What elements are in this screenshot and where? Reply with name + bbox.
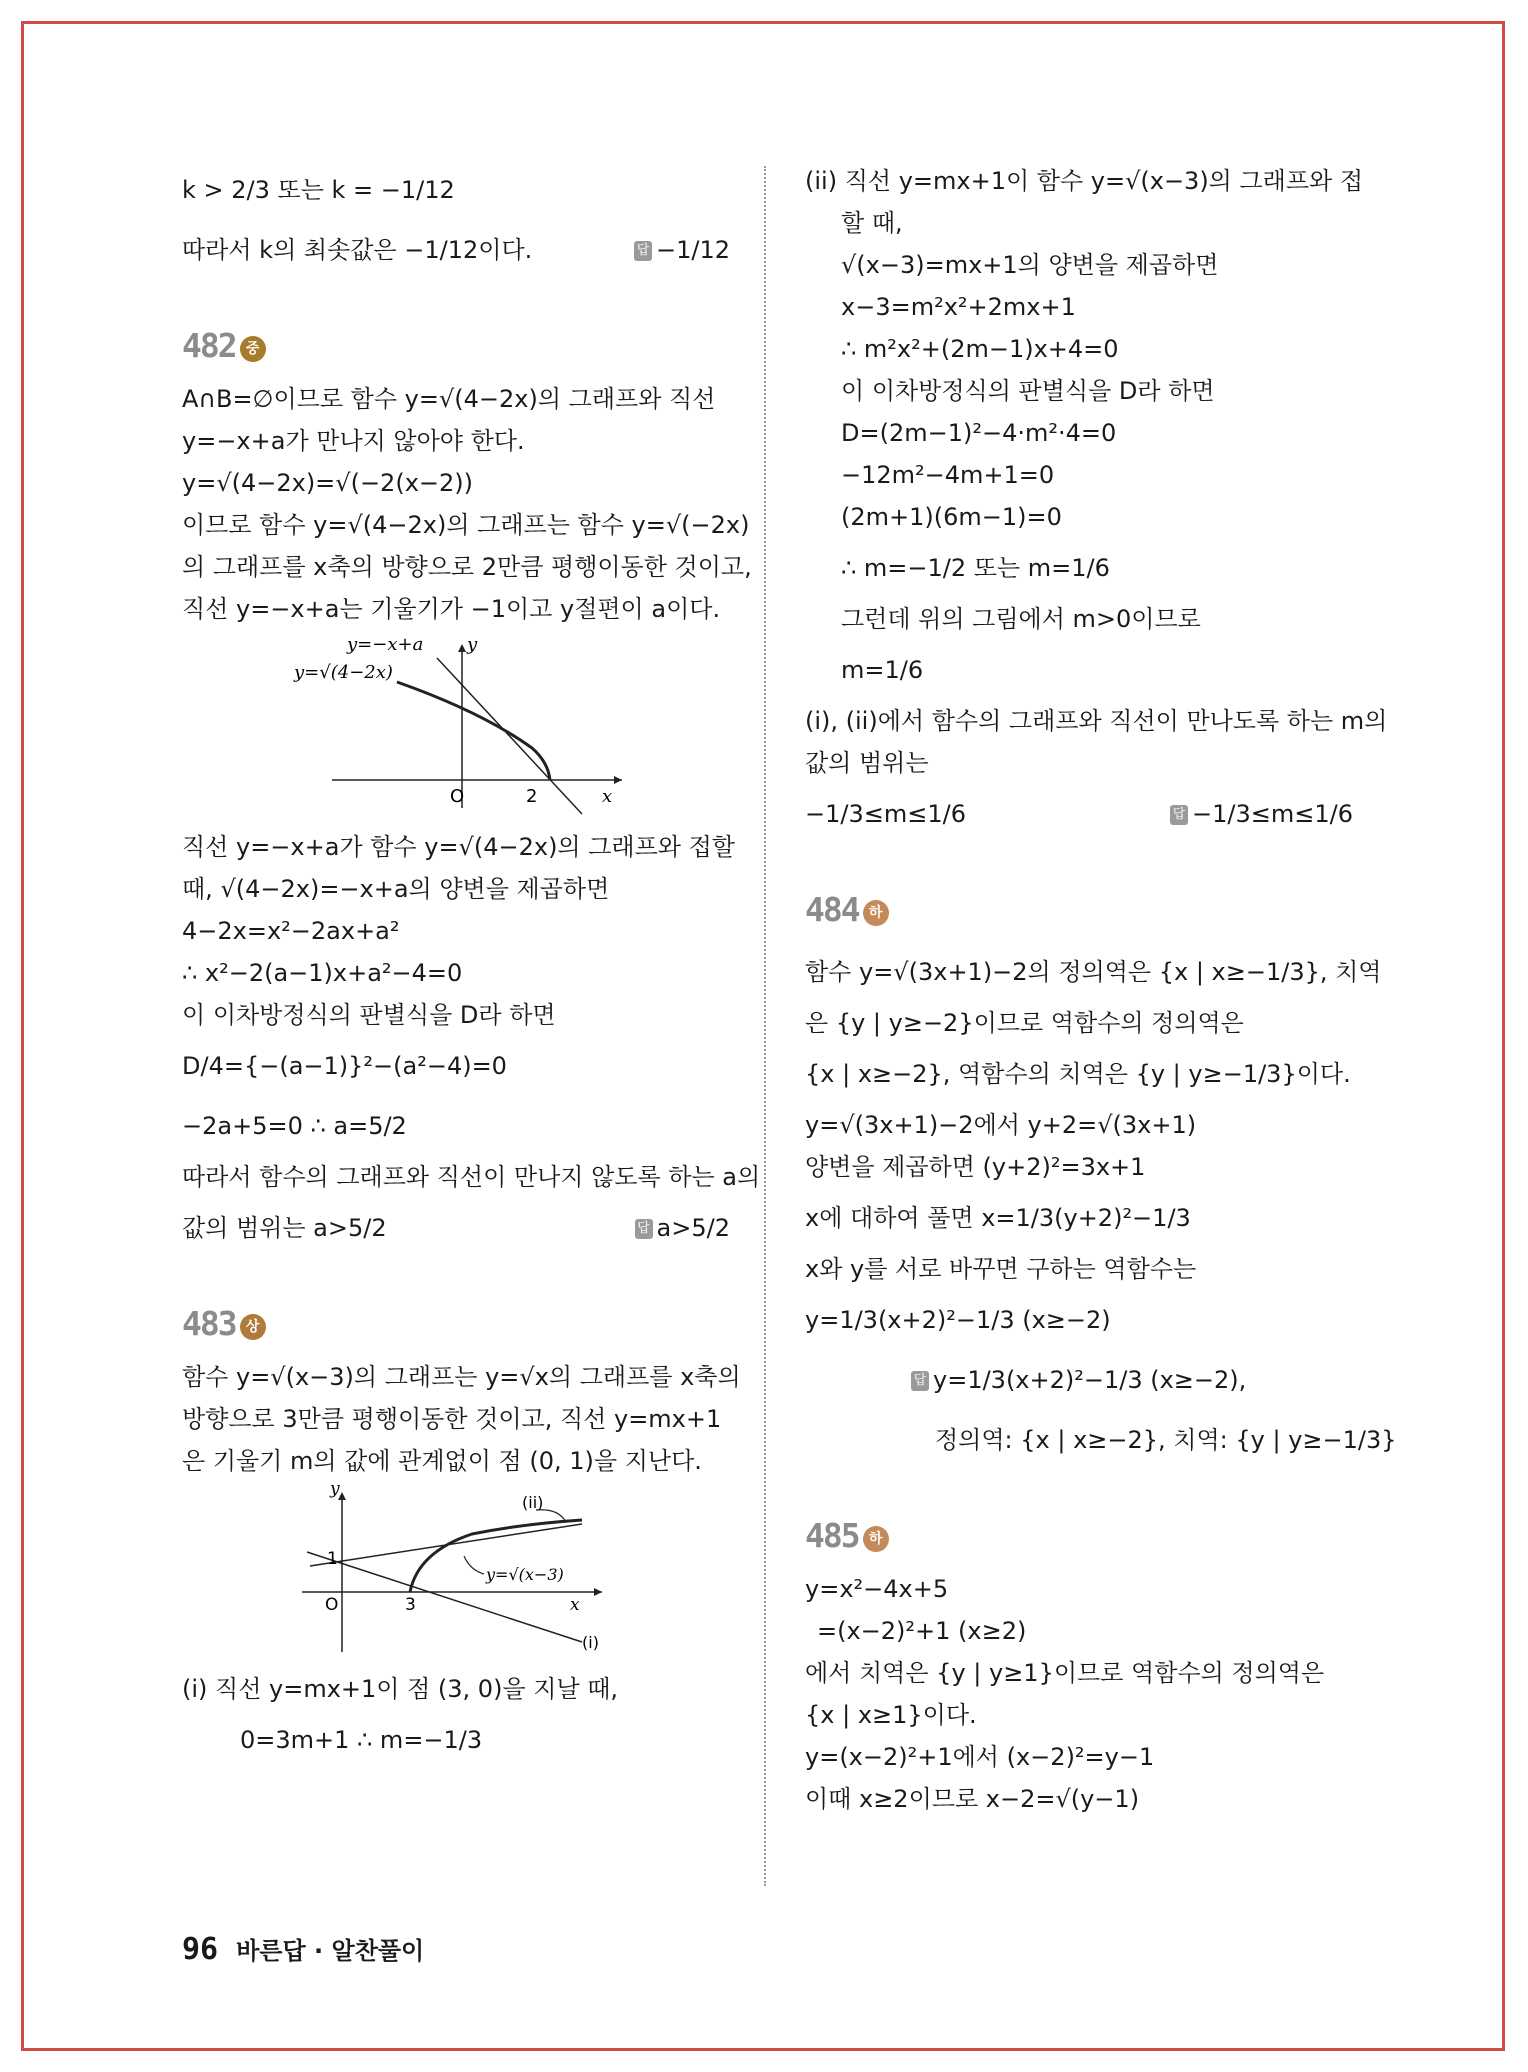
answer-text: −1/12 (655, 236, 730, 264)
label-ii: (ii) (522, 1493, 544, 1512)
text-line: 방향으로 3만큼 평행이동한 것이고, 직선 y=mx+1 (182, 1405, 722, 1433)
text-line: 함수 y=√(x−3)의 그래프는 y=√x의 그래프를 x축의 (182, 1363, 741, 1391)
answer-badge: 답 (634, 241, 652, 261)
text-span: 값의 범위는 a>5/2 (182, 1214, 387, 1242)
text-line: 의 그래프를 x축의 방향으로 2만큼 평행이동한 것이고, (182, 553, 752, 581)
y-axis-label: y (467, 634, 478, 655)
problem-number-484 (805, 878, 1353, 942)
text-line: 할 때, (841, 209, 903, 237)
text-line: (2m+1)(6m−1)=0 (841, 503, 1062, 531)
text-line (182, 1198, 730, 1258)
y-tick-label: 1 (327, 1549, 338, 1569)
answer-line: 정의역: {x | x≥−2}, 치역: {y | y≥−1/3} (935, 1426, 1397, 1454)
y-axis-label: y (330, 1482, 340, 1499)
problem-number-483 (182, 1292, 730, 1356)
page-number: 96 (182, 1932, 219, 1967)
difficulty-badge: 하 (863, 1526, 889, 1552)
text-line: 이 이차방정식의 판별식을 D라 하면 (182, 1001, 556, 1029)
text-line: 직선 y=−x+a가 함수 y=√(4−2x)의 그래프와 접할 (182, 833, 735, 861)
difficulty-badge: 하 (863, 900, 889, 926)
x-tick-label: 3 (405, 1595, 416, 1615)
text-line: x와 y를 서로 바꾸면 구하는 역함수는 (805, 1255, 1197, 1283)
text-line: y=1/3(x+2)²−1/3 (x≥−2) (805, 1306, 1111, 1334)
text-line: y=(x−2)²+1에서 (x−2)²=y−1 (805, 1743, 1155, 1771)
text-line: k > 2/3 또는 k = −1/12 (182, 176, 455, 204)
column-divider (764, 166, 766, 1886)
text-line: ∴ m²x²+(2m−1)x+4=0 (841, 335, 1119, 363)
text-line: 그런데 위의 그림에서 m>0이므로 (841, 605, 1201, 633)
text-line: A∩B=∅이므로 함수 y=√(4−2x)의 그래프와 직선 (182, 385, 716, 413)
curve-label: y=√(4−2x) (294, 662, 393, 683)
right-column (805, 160, 1397, 1820)
text-line: −12m²−4m+1=0 (841, 461, 1055, 489)
text-span: 따라서 k의 최솟값은 −1/12이다. (182, 236, 533, 264)
text-line: ∴ m=−1/2 또는 m=1/6 (841, 554, 1110, 582)
text-line: 양변을 제곱하면 (y+2)²=3x+1 (805, 1153, 1146, 1181)
x-axis-label: x (570, 1595, 580, 1615)
text-line: {x | x≥−2}, 역함수의 치역은 {y | y≥−1/3}이다. (805, 1060, 1351, 1088)
text-line: y=x²−4x+5 (805, 1575, 949, 1603)
text-line: 은 {y | y≥−2}이므로 역함수의 정의역은 (805, 1009, 1244, 1037)
text-line: 직선 y=−x+a는 기울기가 −1이고 y절편이 a이다. (182, 595, 721, 623)
answer-badge: 답 (635, 1219, 653, 1239)
text-line: 이때 x≥2이므로 x−2=√(y−1) (805, 1785, 1140, 1813)
problem-number: 484 (805, 890, 859, 929)
text-line (805, 784, 1353, 844)
x-axis-label: x (602, 786, 613, 807)
text-line: D=(2m−1)²−4·m²·4=0 (841, 419, 1117, 447)
x-tick-label: 2 (526, 786, 538, 807)
text-line: 값의 범위는 (805, 749, 929, 777)
origin-label: O (450, 786, 465, 807)
text-line: 함수 y=√(3x+1)−2의 정의역은 {x | x≥−1/3}, 치역 (805, 958, 1382, 986)
text-line: {x | x≥1}이다. (805, 1701, 977, 1729)
line-label: y=−x+a (347, 634, 424, 655)
graph-483-svg (182, 1482, 730, 1662)
text-line: m=1/6 (841, 656, 924, 684)
text-line: 때, √(4−2x)=−x+a의 양변을 제곱하면 (182, 875, 610, 903)
text-line: 은 기울기 m의 값에 관계없이 점 (0, 1)을 지난다. (182, 1447, 702, 1475)
text-line (182, 220, 730, 280)
left-column (182, 160, 761, 1770)
text-line: (ii) 직선 y=mx+1이 함수 y=√(x−3)의 그래프와 접 (805, 167, 1364, 195)
origin-label: O (325, 1595, 339, 1615)
answer-text: −1/3≤m≤1/6 (1192, 800, 1353, 828)
answer-badge: 답 (911, 1371, 929, 1391)
page-footer (182, 1930, 424, 1970)
text-line: 이 이차방정식의 판별식을 D라 하면 (841, 377, 1215, 405)
label-i: (i) (582, 1633, 599, 1652)
difficulty-badge: 중 (240, 336, 266, 362)
text-line: x에 대하여 풀면 x=1/3(y+2)²−1/3 (805, 1204, 1191, 1232)
graph-482 (182, 630, 730, 826)
problem-number-482 (182, 314, 730, 378)
text-line: (i), (ii)에서 함수의 그래프와 직선이 만나도록 하는 m의 (805, 707, 1388, 735)
answer-text: y=1/3(x+2)²−1/3 (x≥−2), (933, 1366, 1247, 1394)
answer (634, 220, 730, 280)
text-line: −2a+5=0 ∴ a=5/2 (182, 1112, 407, 1140)
text-line: D/4={−(a−1)}²−(a²−4)=0 (182, 1052, 507, 1080)
x-axis-arrow (594, 1588, 602, 1596)
text-line: 0=3m+1 ∴ m=−1/3 (240, 1726, 483, 1754)
difficulty-badge: 상 (240, 1314, 266, 1340)
answer (805, 1350, 1353, 1410)
text-line: y=√(3x+1)−2에서 y+2=√(3x+1) (805, 1111, 1197, 1139)
arrow-curve-label (464, 1556, 484, 1574)
text-line: x−3=m²x²+2mx+1 (841, 293, 1076, 321)
text-line: √(x−3)=mx+1의 양변을 제곱하면 (841, 251, 1219, 279)
answer (635, 1198, 730, 1258)
book-title: 바른답 · 알찬풀이 (236, 1937, 425, 1965)
graph-482-svg (182, 630, 730, 820)
text-span: −1/3≤m≤1/6 (805, 800, 966, 828)
text-line: =(x−2)²+1 (x≥2) (817, 1617, 1027, 1645)
text-line: (i) 직선 y=mx+1이 점 (3, 0)을 지날 때, (182, 1675, 619, 1703)
graph-483 (182, 1482, 730, 1668)
problem-number-485 (805, 1504, 1353, 1568)
curve-label: y=√(x−3) (486, 1565, 564, 1584)
answer-text: a>5/2 (656, 1214, 730, 1242)
text-line: y=√(4−2x)=√(−2(x−2)) (182, 469, 473, 497)
answer (1170, 784, 1353, 844)
problem-number: 483 (182, 1304, 236, 1343)
text-line: 이므로 함수 y=√(4−2x)의 그래프는 함수 y=√(−2x) (182, 511, 750, 539)
answer-badge: 답 (1170, 805, 1188, 825)
text-line: ∴ x²−2(a−1)x+a²−4=0 (182, 959, 463, 987)
text-line: 4−2x=x²−2ax+a² (182, 917, 400, 945)
problem-number: 485 (805, 1516, 859, 1555)
problem-number: 482 (182, 326, 236, 365)
y-axis-arrow (458, 644, 466, 652)
text-line: 따라서 함수의 그래프와 직선이 만나지 않도록 하는 a의 (182, 1163, 761, 1191)
text-line: 에서 치역은 {y | y≥1}이므로 역함수의 정의역은 (805, 1659, 1325, 1687)
text-line: y=−x+a가 만나지 않아야 한다. (182, 427, 525, 455)
x-axis-arrow (614, 776, 622, 784)
